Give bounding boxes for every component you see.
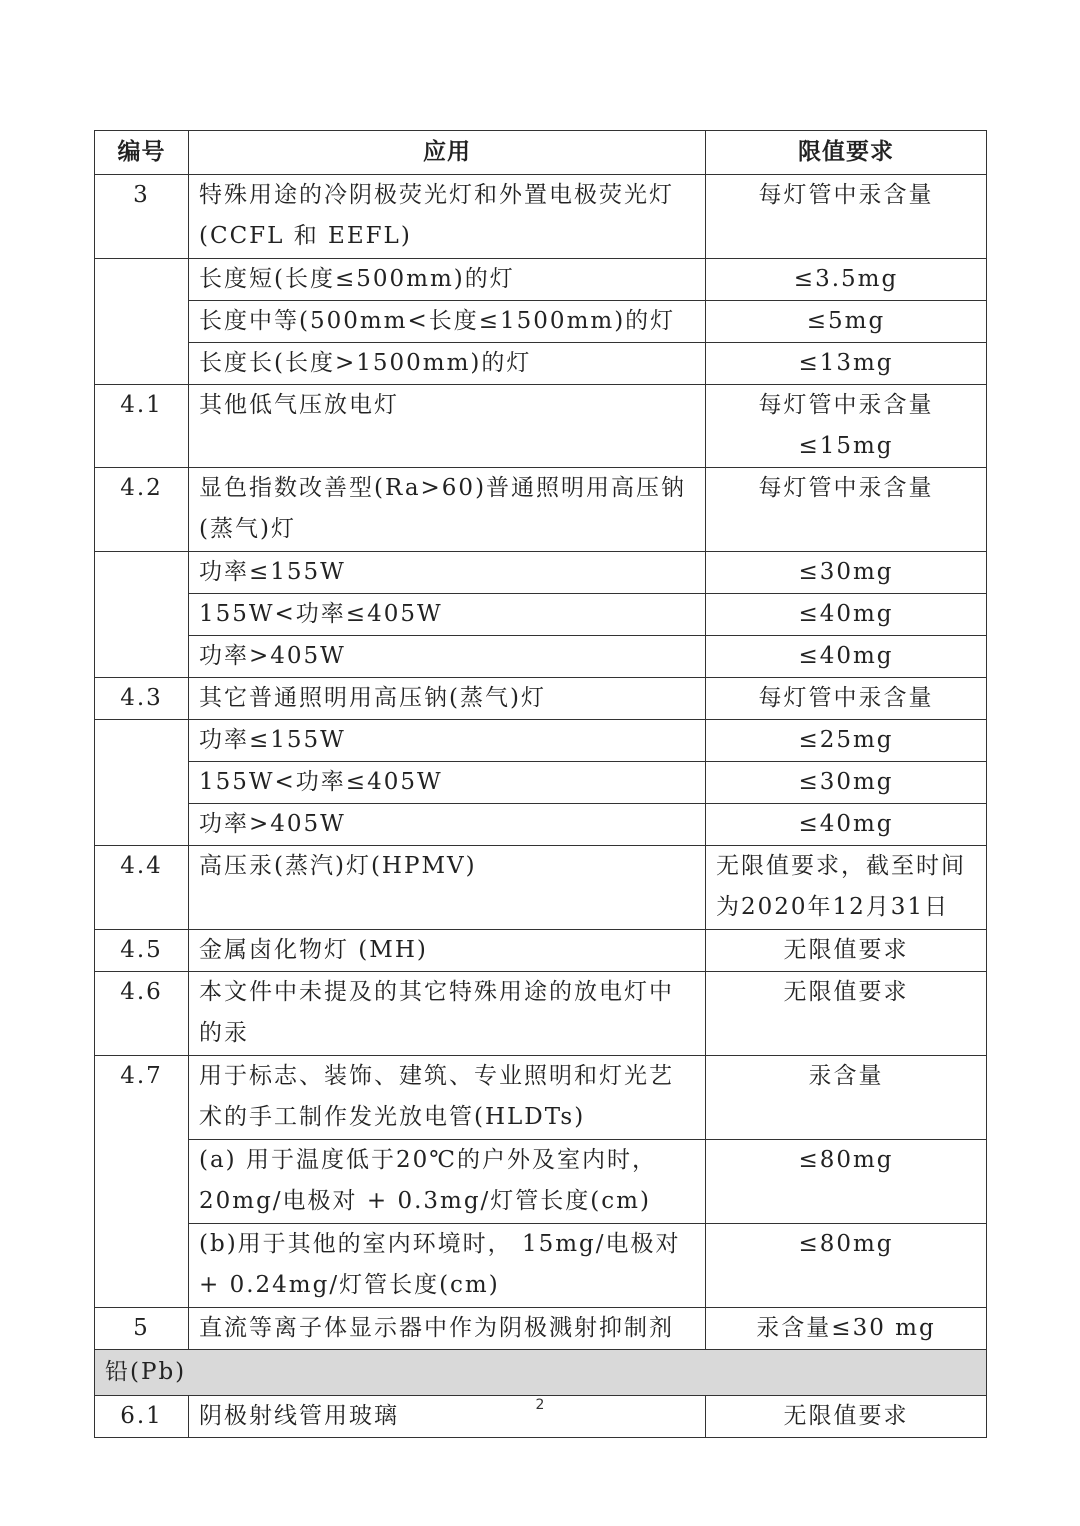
cell-number: 4.3	[95, 678, 189, 720]
cell-limit: 每灯管中汞含量	[706, 175, 987, 259]
table-row	[95, 343, 987, 385]
table-header-row	[95, 131, 987, 175]
restriction-table	[94, 130, 987, 1438]
cell-limit: 每灯管中汞含量≤15mg	[706, 385, 987, 468]
cell-application: 长度长(长度>1500mm)的灯	[189, 343, 706, 385]
cell-number	[95, 259, 189, 385]
cell-limit: ≤13mg	[706, 343, 987, 385]
table-row	[95, 972, 987, 1056]
cell-application: 阴极射线管用玻璃	[189, 1396, 706, 1438]
cell-limit: ≤80mg	[706, 1224, 987, 1308]
cell-limit: ≤40mg	[706, 804, 987, 846]
cell-number: 3	[95, 175, 189, 259]
cell-application: 显色指数改善型(Ra>60)普通照明用高压钠(蒸气)灯	[189, 468, 706, 552]
cell-limit: 每灯管中汞含量	[706, 468, 987, 552]
table-row	[95, 930, 987, 972]
cell-application: 高压汞(蒸汽)灯(HPMV)	[189, 846, 706, 930]
cell-application: (b)用于其他的室内环境时， 15mg/电极对 + 0.24mg/灯管长度(cm)	[189, 1224, 706, 1308]
table-row	[95, 175, 987, 259]
table-row	[95, 1224, 987, 1308]
cell-limit: ≤30mg	[706, 552, 987, 594]
cell-limit: 汞含量≤30 mg	[706, 1308, 987, 1350]
cell-limit: 每灯管中汞含量	[706, 678, 987, 720]
cell-application: 用于标志、装饰、建筑、专业照明和灯光艺术的手工制作发光放电管(HLDTs)	[189, 1056, 706, 1140]
cell-limit: 无限值要求，截至时间为2020年12月31日	[706, 846, 987, 930]
cell-number: 4.5	[95, 930, 189, 972]
header-limit: 限值要求	[706, 131, 987, 175]
cell-number: 4.4	[95, 846, 189, 930]
table-row	[95, 594, 987, 636]
cell-application: (a) 用于温度低于20℃的户外及室内时，20mg/电极对 + 0.3mg/灯管长度(cm)	[189, 1140, 706, 1224]
table-row	[95, 1308, 987, 1350]
cell-application: 功率>405W	[189, 636, 706, 678]
cell-application: 长度短(长度≤500mm)的灯	[189, 259, 706, 301]
cell-number	[95, 720, 189, 846]
cell-application: 功率≤155W	[189, 720, 706, 762]
cell-application: 特殊用途的冷阴极荧光灯和外置电极荧光灯(CCFL 和 EEFL)	[189, 175, 706, 259]
cell-number: 4.1	[95, 385, 189, 468]
cell-application: 金属卤化物灯 (MH)	[189, 930, 706, 972]
table-row	[95, 636, 987, 678]
cell-limit: ≤5mg	[706, 301, 987, 343]
table-row	[95, 552, 987, 594]
cell-number	[95, 552, 189, 678]
cell-application: 155W<功率≤405W	[189, 594, 706, 636]
cell-limit: 无限值要求	[706, 930, 987, 972]
cell-application: 功率≤155W	[189, 552, 706, 594]
table-row	[95, 804, 987, 846]
table-row	[95, 846, 987, 930]
cell-number: 4.6	[95, 972, 189, 1056]
cell-number: 5	[95, 1308, 189, 1350]
cell-application: 其他低气压放电灯	[189, 385, 706, 468]
table-row	[95, 301, 987, 343]
cell-limit: ≤3.5mg	[706, 259, 987, 301]
header-application: 应用	[189, 131, 706, 175]
table-row	[95, 259, 987, 301]
cell-limit: ≤40mg	[706, 636, 987, 678]
table-row	[95, 720, 987, 762]
table-row	[95, 385, 987, 468]
section-row	[95, 1350, 987, 1396]
cell-application: 直流等离子体显示器中作为阴极溅射抑制剂	[189, 1308, 706, 1350]
table-row	[95, 468, 987, 552]
cell-number: 6.1	[95, 1396, 189, 1438]
cell-limit: ≤30mg	[706, 762, 987, 804]
cell-application: 其它普通照明用高压钠(蒸气)灯	[189, 678, 706, 720]
cell-application: 155W<功率≤405W	[189, 762, 706, 804]
cell-limit: ≤25mg	[706, 720, 987, 762]
table-row	[95, 1140, 987, 1224]
cell-limit: 无限值要求	[706, 972, 987, 1056]
cell-limit: ≤40mg	[706, 594, 987, 636]
cell-application: 长度中等(500mm<长度≤1500mm)的灯	[189, 301, 706, 343]
cell-number: 4.2	[95, 468, 189, 552]
cell-limit: ≤80mg	[706, 1140, 987, 1224]
cell-application: 本文件中未提及的其它特殊用途的放电灯中的汞	[189, 972, 706, 1056]
cell-limit: 汞含量	[706, 1056, 987, 1140]
page-number: 2	[535, 1397, 545, 1413]
table-row	[95, 678, 987, 720]
section-title: 铅(Pb)	[95, 1350, 987, 1396]
cell-number: 4.7	[95, 1056, 189, 1308]
table-row	[95, 1056, 987, 1140]
cell-limit: 无限值要求	[706, 1396, 987, 1438]
cell-application: 功率>405W	[189, 804, 706, 846]
table-row	[95, 762, 987, 804]
header-number: 编号	[95, 131, 189, 175]
